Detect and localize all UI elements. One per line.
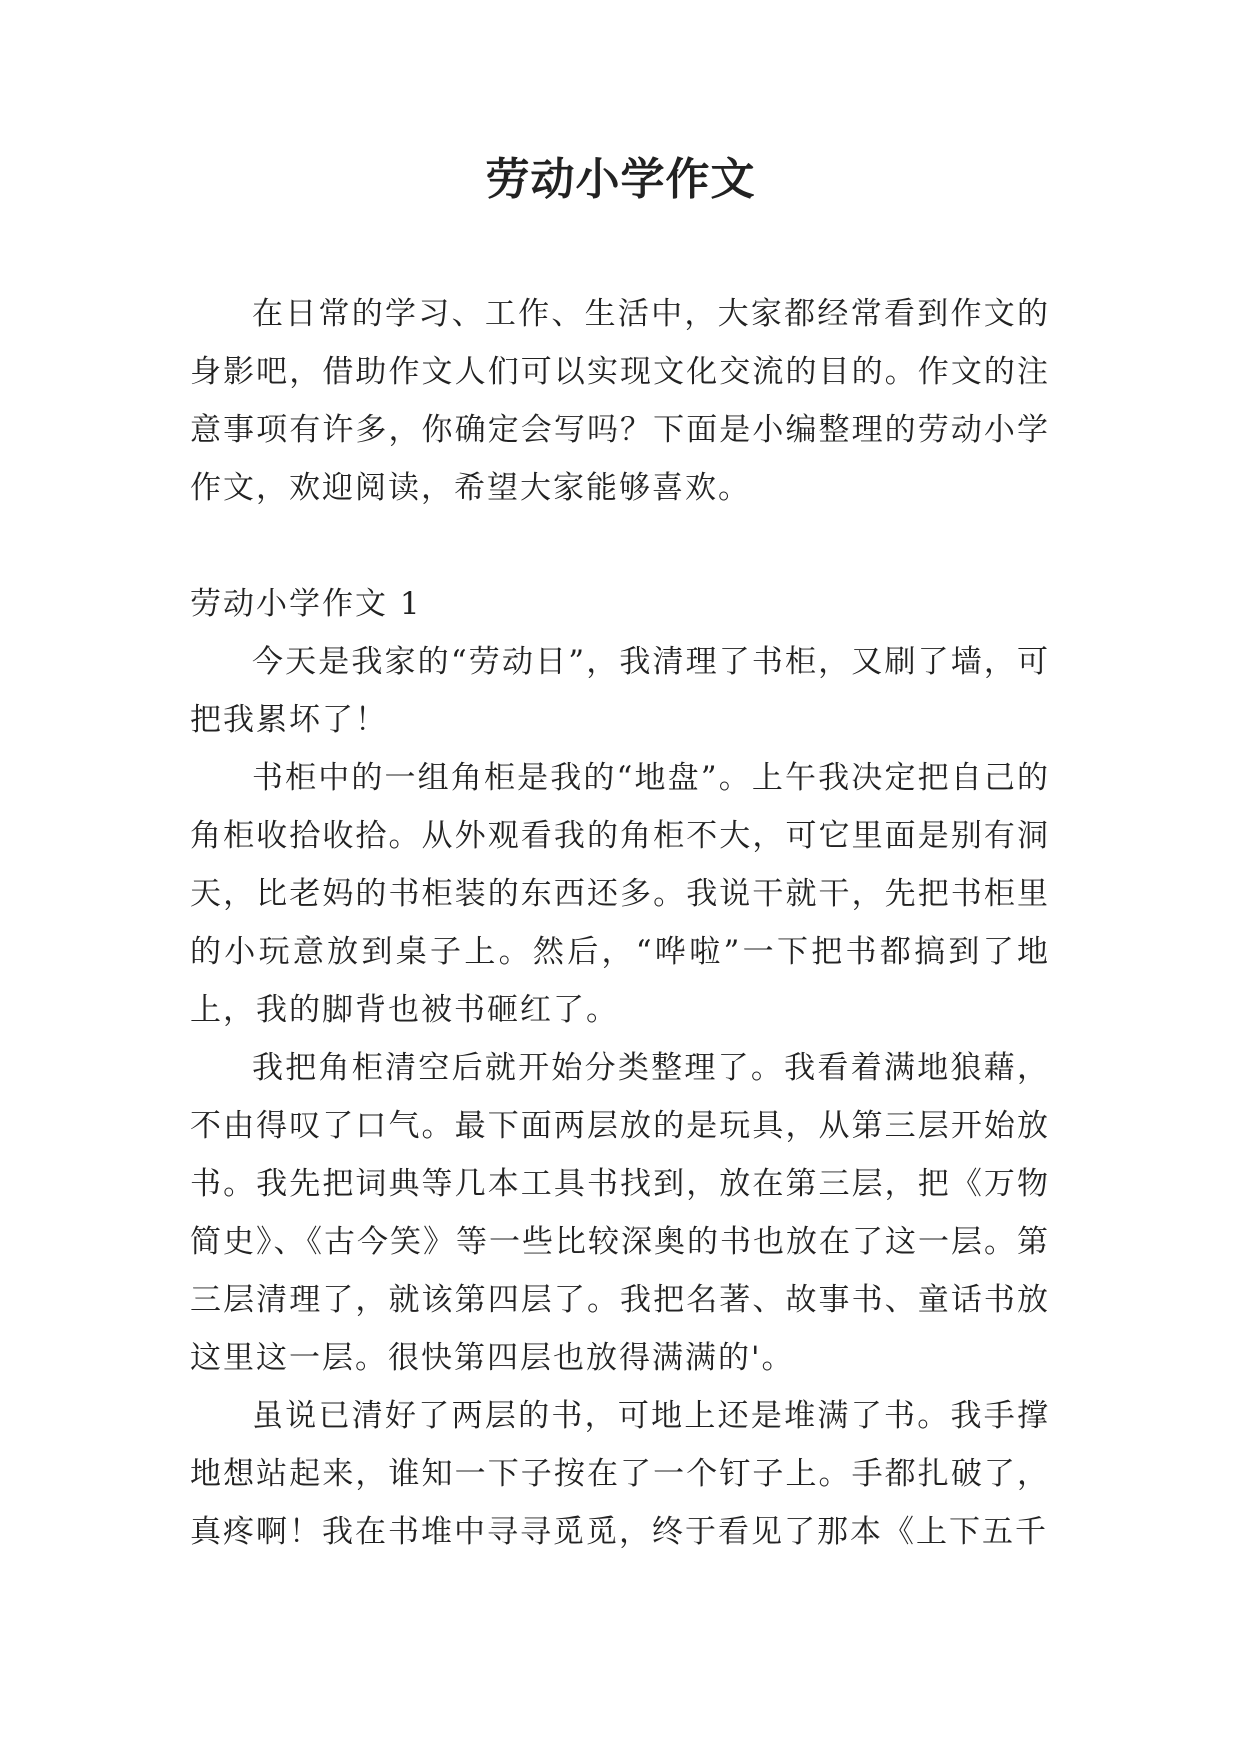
- intro-paragraph: 在日常的学习、工作、生活中，大家都经常看到作文的身影吧，借助作文人们可以实现文化交流的目的。作文的注意事项有许多，你确定会写吗？下面是小编整理的劳动小学作文，欢迎阅读，希望大家能够喜欢。: [190, 296, 1050, 506]
- document-body: [190, 285, 1050, 1561]
- body-paragraph-3: 我把角柜清空后就开始分类整理了。我看着满地狼藉，不由得叹了口气。最下面两层放的是玩具，从第三层开始放书。我先把词典等几本工具书找到，放在第三层，把《万物简史》、《古今笑》等一些比较深奥的书也放在了这一层。第三层清理了，就该第四层了。我把名著、故事书、童话书放这里这一层。很快第四层也放得满满的'。: [190, 1050, 1050, 1376]
- section-heading: 劳动小学作文 1: [190, 586, 422, 622]
- body-paragraph-2: 书柜中的一组角柜是我的“地盘”。上午我决定把自己的角柜收拾收拾。从外观看我的角柜不大，可它里面是别有洞天，比老妈的书柜装的东西还多。我说干就干，先把书柜里的小玩意放到桌子上。然后，“哗啦”一下把书都搞到了地上，我的脚背也被书砸红了。: [190, 760, 1050, 1028]
- paragraph-spacer: [190, 517, 1050, 575]
- document-title: 劳动小学作文: [485, 154, 756, 205]
- body-paragraph-1: 今天是我家的“劳动日”，我清理了书柜，又刷了墙，可把我累坏了！: [190, 644, 1050, 738]
- body-paragraph-4: 虽说已清好了两层的书，可地上还是堆满了书。我手撑地想站起来，谁知一下子按在了一个钉子上。手都扎破了，真疼啊！我在书堆中寻寻觅觅，终于看见了那本《上下五千: [190, 1398, 1050, 1550]
